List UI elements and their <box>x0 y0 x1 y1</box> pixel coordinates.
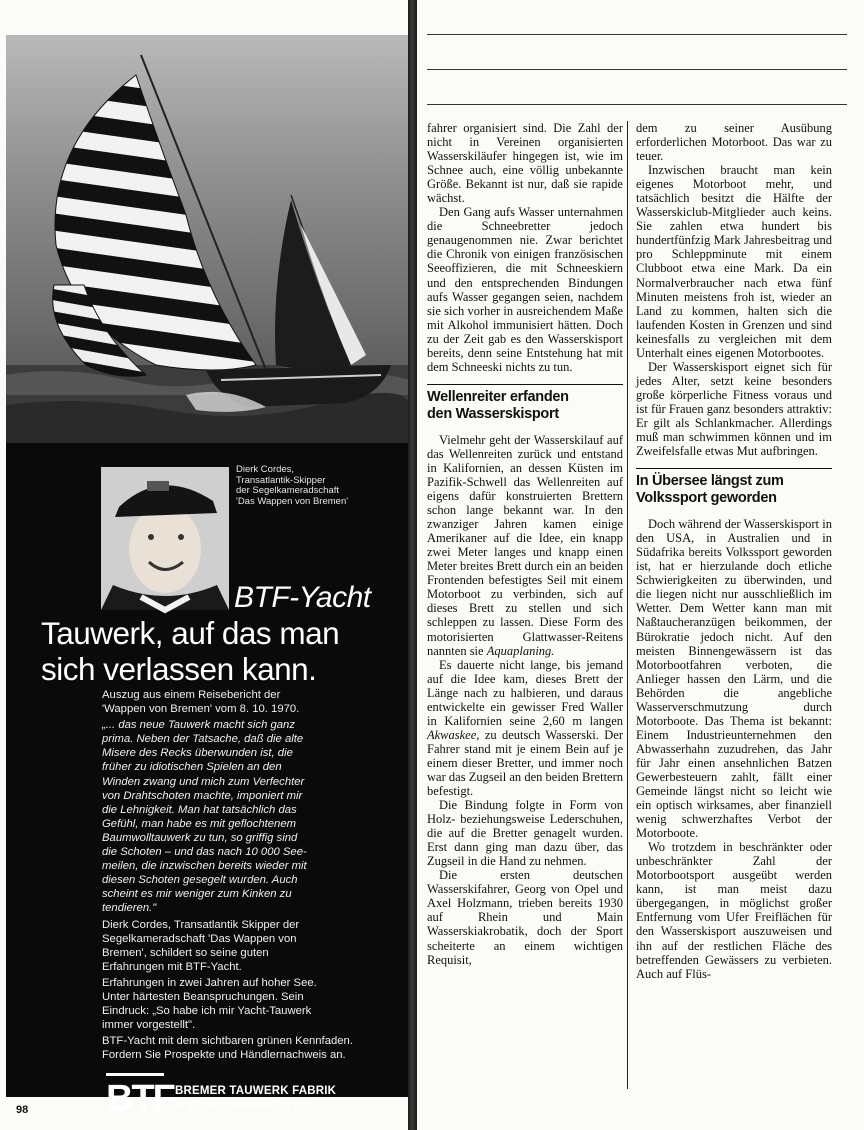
experience-line: immer vorgestellt". <box>102 1019 196 1032</box>
attribution-line: Bremen', schildert so seine guten <box>102 946 269 959</box>
paragraph: Die Bindung folgte in Form von Holz- beziehungsweise Lederschuhen, die auf die Bretter genagelt wurden. Erst dann ging man dazu über, das Zugseil in die Hand zu nehmen. <box>427 798 623 869</box>
quote-line: die Schoten – und das nach 10 000 See- <box>102 846 307 859</box>
page-number: 98 <box>16 1104 29 1116</box>
quote-line: Gefühl, man habe es mit geflochtenem <box>102 817 297 830</box>
intro-line: Auszug aus einem Reisebericht der <box>102 689 281 701</box>
paragraph: Doch während der Wasserskisport in den USA, in Australien und in Südafrika bereits Volkssport geworden ist, hat er hierzulande doch etliche Schwierigkeiten zu überwinden, und die liegen nicht nur ausschließlich im Wetter. Dem Wetter kann man mit Naßtaucheranzügen beikommen, der Bürokratie jedoch nicht. Auf den meisten Binnengewässern ist das Motorbootfahren verboten, die Anlieger hassen den Lärm, und die Behörden die angebliche Wasserverschmutzung durch Motorboote. Das Thema ist bekannt: Einem Industrieunternehmen den Abwasserhahn zuzudrehen, das Jahr für Jahr einen ansehnlichen Batzen Gewerbesteuern zahlt, fällt einer Gemeinde längst nicht so leicht wie ein optisch wirksames, aber finanziell wenig schwerzhaftes Verbot der Motorboote. <box>636 517 832 841</box>
quote-line: die Lehnigkeit. Man hat tatsächlich das <box>102 803 297 816</box>
quote-line: scheint es mir weniger zum Kinken zu <box>102 888 292 901</box>
attribution-line: Dierk Cordes, Transatlantik Skipper der <box>102 918 300 931</box>
quote-line: von Drahtschoten machte, imponiert mir <box>102 789 303 802</box>
column-divider <box>627 121 628 1089</box>
article-column-2 <box>636 121 832 981</box>
closing-line: Fordern Sie Prospekte und Händlernachweis an. <box>102 1049 346 1062</box>
experience-line: Eindruck: „So habe ich mir Yacht-Tauwerk <box>102 1005 312 1018</box>
quote-line: Baumwolltauwerk zu tun, so griffig sind <box>102 831 298 844</box>
paragraph: Vielmehr geht der Wasserskilauf auf das Wellenreiten zurück und entstand in Kalifornien, an dessen Küsten im Pazifik-Schwell das Wellenreiten auf eigens dafür konstruierten Brettern schon lange bekannt war. In den zwanziger Jahren kamen einige Amerikaner auf die Idee, ein knapp zwei Meter langes und knapp einen Meter breites Brett durch ein an beiden Frontenden befestigtes Seil mit einem Motorboot zu verbinden, sich auf dieses Brett zu stellen und sich schleppen zu lassen. Diese Form des motorisierten Glattwasser-Reitens nannten sie Aquaplaning. <box>427 432 623 658</box>
skipper-portrait <box>101 467 229 610</box>
paragraph: Inzwischen braucht man kein eigenes Motorboot mehr, und tatsächlich besitzt die Hälfte der Wasserskiclub-Mitglieder auch keins. Sie zahlen etwa hundert bis hundertfünfzig Mark Jahresbeitrag und pro Schleppminute mit einem Clubboot etwa eine Mark. Da ein Normalverbraucher nach etwa fünf Minuten meistens froh ist, wieder an Land zu kommen, halten sich die laufenden Kosten in Grenzen und sind keinesfalls zu vergleichen mit dem Unterhalt eines eigenen Motorbootes. <box>636 163 832 360</box>
quote-line: diesen Schoten gesegelt wurden. Auch <box>102 874 298 887</box>
ad-headline: Tauwerk, auf das man sich verlassen kann. <box>41 615 340 687</box>
subheading: Wellenreiter erfanden den Wasserskisport <box>427 384 623 423</box>
quote-line: Winden zwang und mich zum Verfechter <box>102 775 305 788</box>
paragraph: Die ersten deutschen Wasserskifahrer, Georg von Opel und Axel Holzmann, trieben bereits 1930 auf Rhein und Main Wasserskiakrobatik, doch der Sport scheiterte an einem wichtigen Requisit, <box>427 868 623 967</box>
header-rule <box>427 69 847 70</box>
paragraph: Den Gang aufs Wasser unternahmen die Schneebretter jedoch genaugenommen nie. Zwar berichtet die Chronik von einigen französischen Seeoffizieren, die mit Schneeskiern und den entsprechenden Bindungen aufs Wasser gegangen seien, nachdem sie sich vorher in ausreichendem Maße mit Alkohol immunisiert hätten. Doch zu der Zeit gab es den Wasserskisport bereits, denn seine Entstehung hat mit dem Schneeski nichts zu tun. <box>427 205 623 374</box>
paragraph: Wo trotzdem in beschränkter oder unbeschränkter Zahl der Motorbootsport ausgeübt werden kann, ist man meist dazu übergegangen, in möglichst großer Entfernung vom Ufer Freiflächen für den Wasserskisport auszuweisen und ihn auf der restlichen Fläche des betreffenden Gewässers zu verbieten. Auch auf Flüs- <box>636 840 832 981</box>
brand-name: BTF-Yacht <box>234 581 371 614</box>
paragraph: dem zu seiner Ausübung erforderlichen Motorboot. Das war zu teuer. <box>636 121 832 164</box>
page-gutter <box>408 0 417 1130</box>
quote-line: früher zu idiotischen Spielen an den <box>102 761 282 774</box>
article-column-1 <box>427 121 623 967</box>
portrait-caption: Dierk Cordes, Transatlantik-Skipper der Segelkameradschaft 'Das Wappen von Bremen' <box>236 464 349 507</box>
attribution-line: Segelkameradschaft 'Das Wappen von <box>102 932 297 945</box>
quote-line: tendieren." <box>102 902 157 915</box>
paragraph: Es dauerte nicht lange, bis jemand auf die Idee kam, dieses Brett der Länge nach zu halbieren, und daraus entwickelte ein gewisser Fred Waller in Kalifornien seine 2,60 m langen Akwaskee, zu deutsch Wasserski. Der Fahrer stand mit je einem Bein auf je einem dieser Bretter, und immer noch war das Zugseil an den beiden Brettern befestigt. <box>427 657 623 799</box>
header-rule <box>427 104 847 105</box>
quote-line: Misere des Recks überwunden ist, die <box>102 747 293 760</box>
btf-logo <box>106 1073 174 1120</box>
experience-line: Erfahrungen in zwei Jahren auf hoher See. <box>102 976 317 989</box>
attribution-line: Erfahrungen mit BTF-Yacht. <box>102 960 242 973</box>
closing-line: BTF-Yacht mit dem sichtbaren grünen Kennfaden. <box>102 1035 353 1048</box>
quote-line: meilen, die inzwischen bereits wieder mit <box>102 860 307 873</box>
quote-line: „... das neue Tauwerk macht sich ganz <box>102 719 295 732</box>
svg-text:BTF: BTF <box>106 1078 174 1120</box>
paragraph: Der Wasserskisport eignet sich für jedes Alter, setzt keine besonders große körperliche Fitness voraus und ist für Frauen ganz besonders attraktiv: Er gilt als Schlankmacher. Allerdings muß man schwimmen können und im Zweifelsfalle etwas Mut aufbringen. <box>636 359 832 459</box>
sailboat-photo <box>6 35 411 443</box>
company-name: BREMER TAUWERK FABRIK F. TECKLENBORG & CO. <box>175 1085 337 1112</box>
sailboat-illustration <box>6 35 411 443</box>
paragraph: fahrer organisiert sind. Die Zahl der nicht in Vereinen organisierten Wasserskiläufer hingegen ist, wie im Schnee auch, eine völlig unbekannte Größe. Bekannt ist nur, daß sie rapide wächst. <box>427 121 623 206</box>
experience-line: Unter härtesten Beanspruchungen. Sein <box>102 990 304 1003</box>
intro-line: 'Wappen von Bremen' vom 8. 10. 1970. <box>102 703 300 716</box>
header-rule <box>427 34 847 35</box>
quote-line: prima. Neben der Tatsache, daß die alte <box>102 733 304 746</box>
subheading: In Übersee längst zum Volkssport geworden <box>636 468 832 507</box>
ad-body-copy <box>102 688 402 1062</box>
